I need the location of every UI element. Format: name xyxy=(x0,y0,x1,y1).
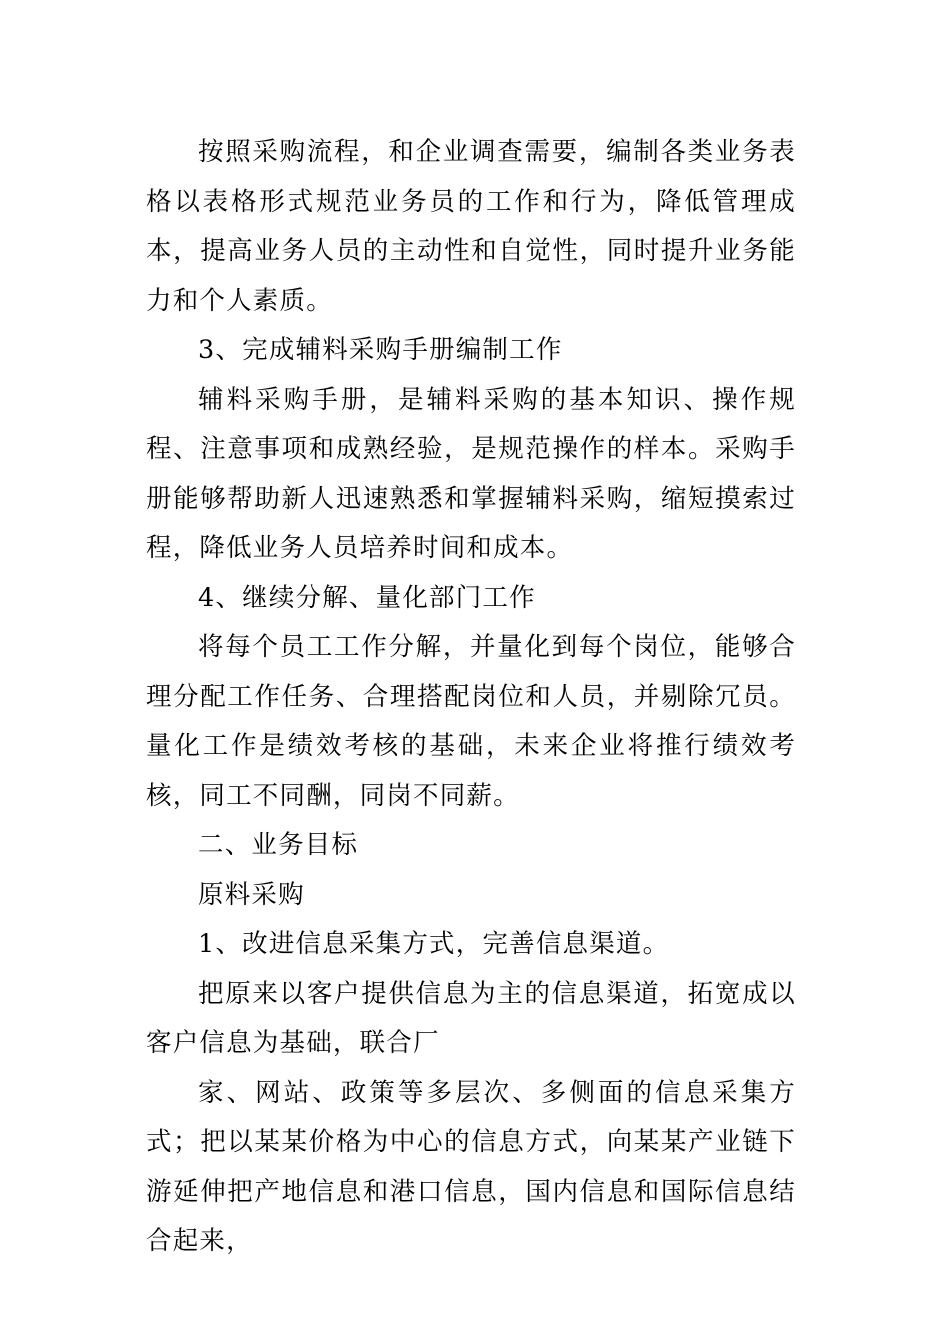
section-heading-business-goals: 二、业务目标 xyxy=(198,830,359,860)
heading-item-1: 1、改进信息采集方式，完善信息渠道。 xyxy=(198,929,670,959)
paragraph-info-collection: 家、网站、政策等多层次、多侧面的信息采集方式；把以某某价格为中心的信息方式，向某某产业链下游延伸把产地信息和港口信息，国内信息和国际信息结合起来， xyxy=(146,1077,796,1256)
document-body xyxy=(146,128,796,1267)
paragraph-business-forms: 按照采购流程，和企业调查需要，编制各类业务表格以表格形式规范业务员的工作和行为，降低管理成本，提高业务人员的主动性和自觉性，同时提升业务能力和个人素质。 xyxy=(146,137,796,316)
paragraph-quantify-work: 将每个员工工作分解，并量化到每个岗位，能够合理分配工作任务、合理搭配岗位和人员，并剔除冗员。量化工作是绩效考核的基础，未来企业将推行绩效考核，同工不同酬，同岗不同薪。 xyxy=(146,632,796,811)
heading-item-4: 4、继续分解、量化部门工作 xyxy=(198,582,536,613)
heading-item-3: 3、完成辅料采购手册编制工作 xyxy=(198,335,563,365)
paragraph-info-channels: 把原来以客户提供信息为主的信息渠道，拓宽成以客户信息为基础，联合厂 xyxy=(146,978,796,1058)
paragraph-procurement-manual: 辅料采购手册，是辅料采购的基本知识、操作规程、注意事项和成熟经验，是规范操作的样本。采购手册能够帮助新人迅速熟悉和掌握辅料采购，缩短摸索过程，降低业务人员培养时间和成本。 xyxy=(146,384,796,563)
subheading-raw-material-procurement: 原料采购 xyxy=(198,879,305,910)
